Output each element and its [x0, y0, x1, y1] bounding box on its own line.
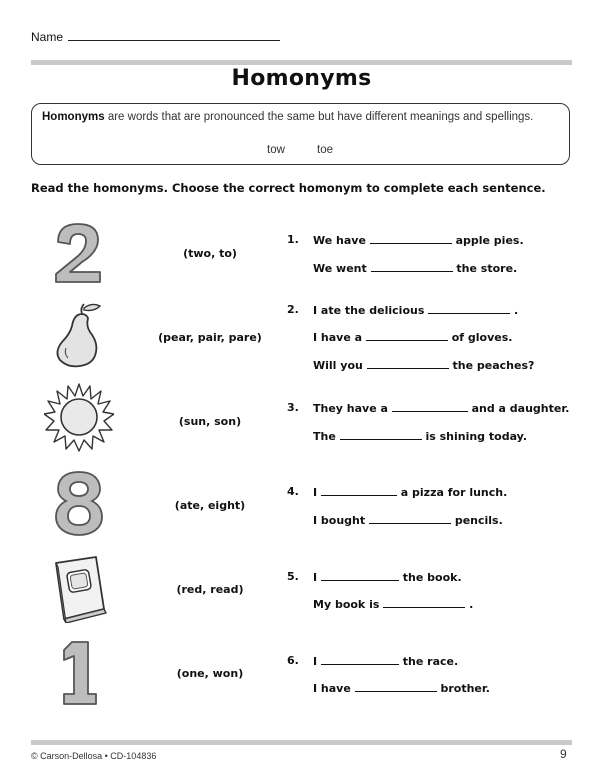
sentence-2b: I have a of gloves. [313, 331, 513, 344]
example-word-1: tow [267, 144, 285, 156]
item-number-5: 5. [287, 570, 299, 583]
answer-blank[interactable] [383, 597, 465, 608]
item-number-2: 2. [287, 303, 299, 316]
item-number-4: 4. [287, 485, 299, 498]
item-number-6: 6. [287, 654, 299, 667]
answer-blank[interactable] [428, 303, 510, 314]
sun-icon [44, 382, 114, 452]
definition-term: Homonyms [42, 111, 105, 123]
sentence-3a: They have a and a daughter. [313, 402, 570, 415]
number-one-icon [44, 638, 114, 708]
answer-blank[interactable] [392, 401, 468, 412]
sentence-5a: I the book. [313, 571, 462, 584]
sentence-2a: I ate the delicious . [313, 304, 519, 317]
sentence-4b: I bought pencils. [313, 514, 503, 527]
definition-body: are words that are pronounced the same but have different meanings and spellings. [104, 111, 534, 123]
choices-1: (two, to) [183, 247, 237, 260]
answer-blank[interactable] [321, 485, 397, 496]
sentence-5b: My book is . [313, 598, 474, 611]
item-number-1: 1. [287, 233, 299, 246]
example-word-2: toe [317, 144, 333, 156]
answer-blank[interactable] [355, 681, 437, 692]
choices-6: (one, won) [176, 667, 244, 680]
answer-blank[interactable] [321, 570, 399, 581]
sentence-6b: I have brother. [313, 682, 490, 695]
definition-box [31, 103, 570, 165]
answer-blank[interactable] [371, 261, 453, 272]
answer-blank[interactable] [370, 233, 452, 244]
sentence-4a: I a pizza for lunch. [313, 486, 508, 499]
top-divider [31, 60, 572, 65]
number-eight-icon [44, 468, 114, 538]
answer-blank[interactable] [340, 429, 422, 440]
item-number-3: 3. [287, 401, 299, 414]
definition-text [42, 110, 562, 125]
answer-blank[interactable] [369, 513, 451, 524]
bottom-divider [31, 740, 572, 745]
pear-icon [44, 300, 114, 370]
copyright: © Carson-Dellosa • CD-104836 [31, 751, 157, 761]
choices-3: (sun, son) [178, 415, 242, 428]
number-two-icon [44, 218, 114, 288]
sentence-1b: We went the store. [313, 262, 518, 275]
instructions: Read the homonyms. Choose the correct homonym to complete each sentence. [31, 181, 546, 195]
choices-4: (ate, eight) [174, 499, 246, 512]
sentence-3b: The is shining today. [313, 430, 528, 443]
sentence-1a: We have apple pies. [313, 234, 524, 247]
name-label: Name [31, 30, 64, 44]
answer-blank[interactable] [366, 330, 448, 341]
page-number: 9 [560, 747, 567, 761]
sentence-2c: Will you the peaches? [313, 359, 535, 372]
sentence-6a: I the race. [313, 655, 459, 668]
book-icon [44, 553, 114, 623]
answer-blank[interactable] [321, 654, 399, 665]
page-title: Homonyms [231, 66, 372, 91]
choices-5: (red, read) [176, 583, 244, 596]
choices-2: (pear, pair, pare) [158, 331, 262, 344]
answer-blank[interactable] [367, 358, 449, 369]
name-field-line[interactable] [68, 40, 280, 41]
